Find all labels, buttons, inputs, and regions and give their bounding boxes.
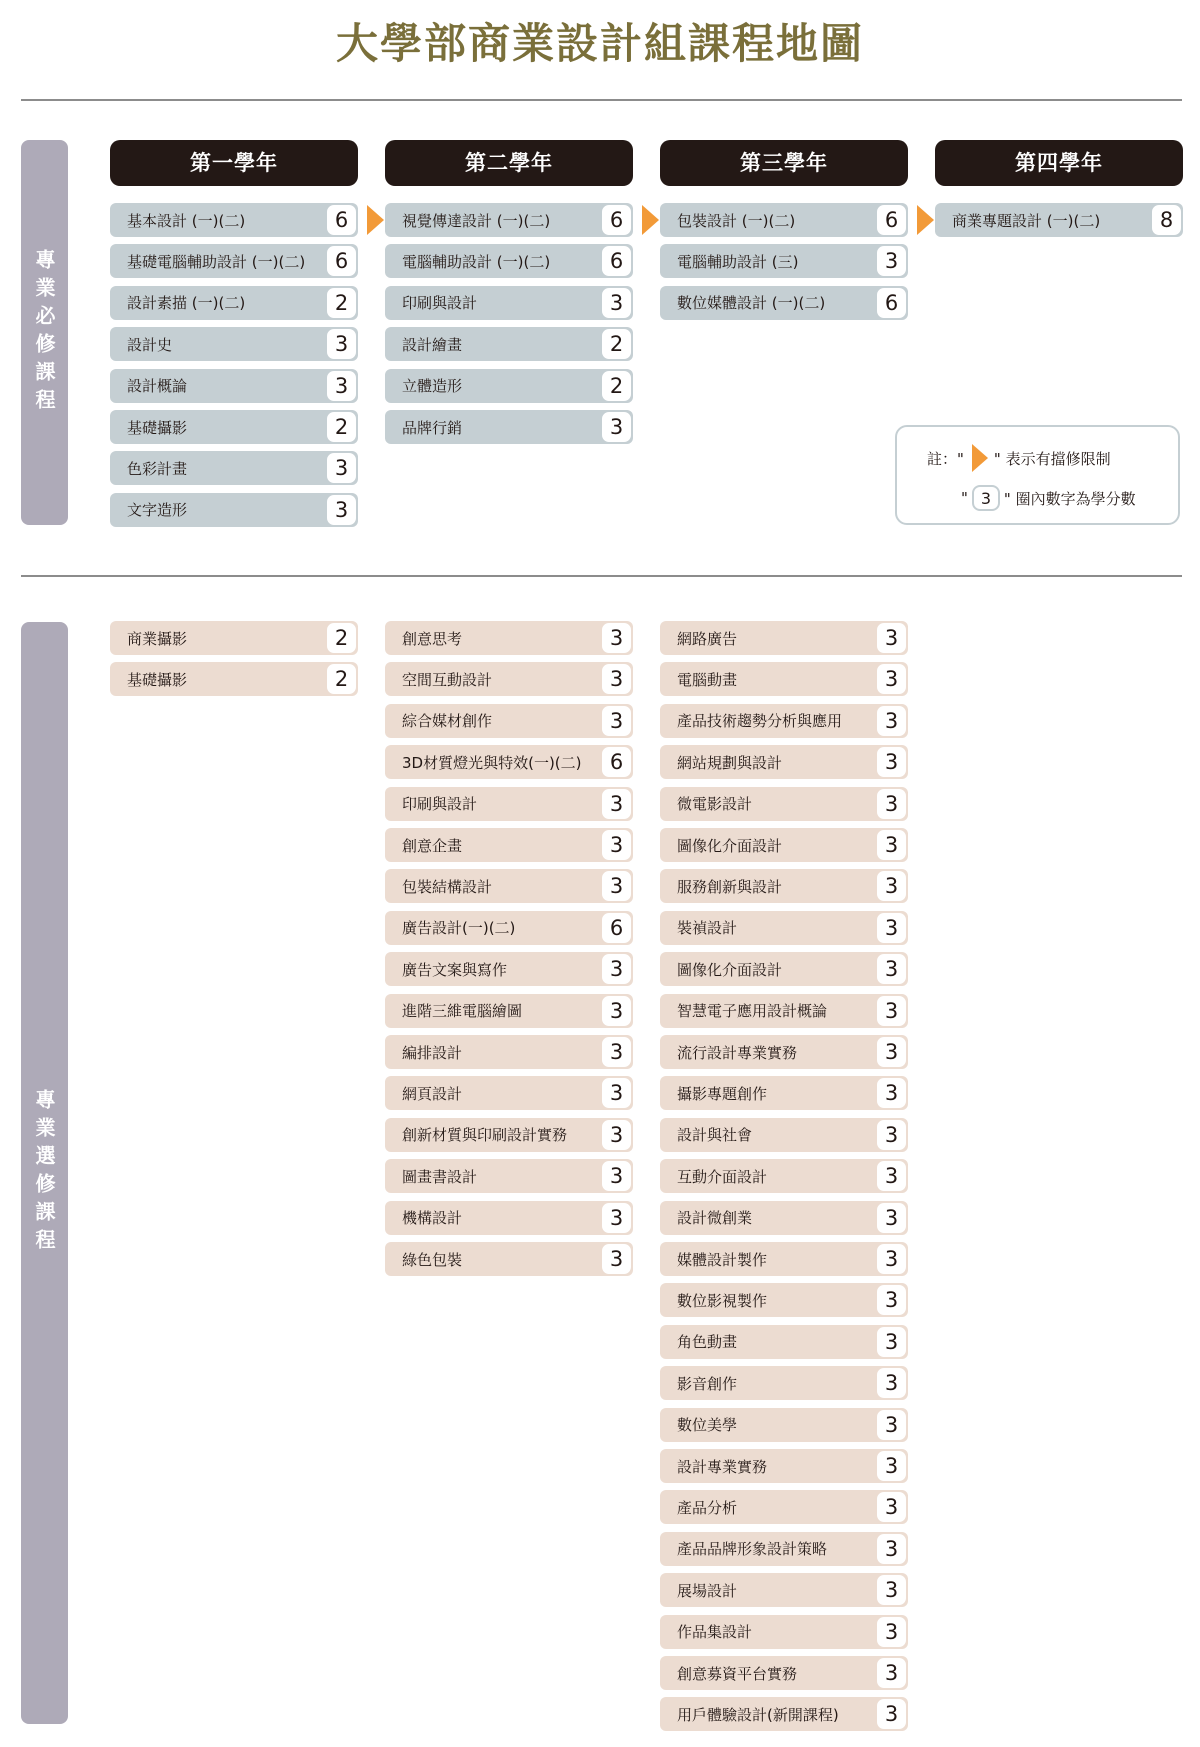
credit-badge: 3	[875, 1490, 908, 1524]
year-header-1: 第一學年	[110, 140, 358, 186]
course-item	[110, 369, 358, 403]
course-item	[110, 244, 358, 278]
credit-badge: 3	[875, 704, 908, 738]
course-name: 創意企畫	[402, 836, 463, 855]
course-item	[660, 621, 908, 655]
course-item	[660, 1118, 908, 1152]
course-item	[110, 327, 358, 361]
course-item	[660, 869, 908, 903]
course-name: 3D材質燈光與特效(一)(二)	[402, 753, 582, 772]
course-name: 網路廣告	[677, 629, 738, 648]
credit-badge: 3	[325, 493, 358, 527]
credit-badge: 3	[875, 787, 908, 821]
course-item	[660, 704, 908, 738]
credit-badge: 3	[875, 662, 908, 696]
course-name: 影音創作	[677, 1374, 738, 1393]
course-item	[385, 1076, 633, 1110]
course-item	[110, 286, 358, 320]
year-header-2: 第二學年	[385, 140, 633, 186]
course-name: 設計繪畫	[402, 335, 463, 354]
course-name: 基礎電腦輔助設計 (一)(二)	[127, 252, 306, 271]
course-item	[660, 952, 908, 986]
course-item	[385, 1159, 633, 1193]
course-item	[660, 244, 908, 278]
course-item	[385, 410, 633, 444]
course-name: 印刷與設計	[402, 795, 478, 814]
credit-badge: 3	[600, 621, 633, 655]
course-item	[385, 869, 633, 903]
course-item	[385, 994, 633, 1028]
course-item	[110, 493, 358, 527]
course-name: 流行設計專業實務	[677, 1043, 798, 1062]
course-item	[385, 369, 633, 403]
required-courses-label: 專業必修課程	[21, 140, 68, 525]
middle-divider	[21, 575, 1182, 577]
course-name: 編排設計	[402, 1043, 463, 1062]
course-name: 用戶體驗設計(新開課程)	[677, 1705, 839, 1724]
course-name: 基礎攝影	[127, 670, 188, 689]
course-name: 互動介面設計	[677, 1167, 768, 1186]
course-name: 包裝結構設計	[402, 877, 493, 896]
course-name: 品牌行銷	[402, 418, 463, 437]
course-name: 創意思考	[402, 629, 463, 648]
course-name: 產品品牌形象設計策略	[677, 1540, 828, 1559]
course-item	[660, 1408, 908, 1442]
credit-badge: 2	[325, 410, 358, 444]
course-name: 設計素描 (一)(二)	[127, 294, 246, 313]
course-item	[660, 1573, 908, 1607]
course-name: 展場設計	[677, 1581, 738, 1600]
course-item	[660, 662, 908, 696]
credit-badge: 3	[875, 1615, 908, 1649]
credit-badge: 3	[875, 1408, 908, 1442]
course-item	[385, 1035, 633, 1069]
course-item	[385, 662, 633, 696]
credit-badge: 2	[325, 662, 358, 696]
legend-arrow-note: 註：" " 表示有擋修限制	[927, 444, 1111, 472]
course-name: 商業攝影	[127, 629, 188, 648]
credit-badge: 3	[875, 1366, 908, 1400]
course-name: 設計史	[127, 335, 173, 354]
course-name: 圖像化介面設計	[677, 836, 783, 855]
course-item	[660, 1490, 908, 1524]
credit-badge: 3	[600, 952, 633, 986]
credit-badge: 6	[600, 244, 633, 278]
course-name: 創新材質與印刷設計實務	[402, 1126, 568, 1145]
course-name: 創意募資平台實務	[677, 1664, 798, 1683]
credit-badge: 3	[325, 369, 358, 403]
course-name: 數位美學	[677, 1416, 738, 1435]
legend-box	[895, 425, 1180, 525]
credit-badge: 6	[875, 286, 908, 320]
credit-badge: 3	[600, 1035, 633, 1069]
credit-badge: 3	[875, 911, 908, 945]
legend-credit-note: " 3 " 圈內數字為學分數	[961, 485, 1136, 511]
course-name: 色彩計畫	[127, 459, 188, 478]
course-name: 服務創新與設計	[677, 877, 783, 896]
year-header-3: 第三學年	[660, 140, 908, 186]
course-item	[660, 1532, 908, 1566]
course-item	[385, 244, 633, 278]
elective-courses-label: 專業選修課程	[21, 622, 68, 1724]
course-name: 數位影視製作	[677, 1291, 768, 1310]
course-name: 空間互動設計	[402, 670, 493, 689]
credit-badge: 6	[325, 244, 358, 278]
credit-badge: 3	[600, 1076, 633, 1110]
credit-badge: 3	[875, 1076, 908, 1110]
course-item	[660, 1201, 908, 1235]
credit-badge: 6	[600, 203, 633, 237]
course-item	[385, 286, 633, 320]
credit-badge: 3	[875, 1449, 908, 1483]
credit-badge: 6	[600, 745, 633, 779]
credit-badge: 3	[600, 704, 633, 738]
course-name: 包裝設計 (一)(二)	[677, 211, 796, 230]
course-item	[110, 621, 358, 655]
course-name: 廣告文案與寫作	[402, 960, 508, 979]
course-name: 機構設計	[402, 1209, 463, 1228]
course-item	[660, 1283, 908, 1317]
course-item	[385, 621, 633, 655]
course-name: 作品集設計	[677, 1623, 753, 1642]
course-item	[385, 704, 633, 738]
course-item	[660, 994, 908, 1028]
course-item	[660, 1325, 908, 1359]
course-name: 網頁設計	[402, 1084, 463, 1103]
credit-badge: 6	[875, 203, 908, 237]
credit-badge: 3	[875, 952, 908, 986]
course-item	[660, 1366, 908, 1400]
course-item	[660, 1615, 908, 1649]
course-name: 產品分析	[677, 1498, 738, 1517]
credit-badge: 2	[600, 327, 633, 361]
prerequisite-arrow-icon	[917, 205, 934, 235]
credit-badge: 3	[875, 1532, 908, 1566]
course-name: 視覺傳達設計 (一)(二)	[402, 211, 551, 230]
credit-badge: 3	[325, 327, 358, 361]
credit-badge: 3	[875, 1201, 908, 1235]
credit-badge: 3	[600, 1159, 633, 1193]
course-item	[385, 327, 633, 361]
credit-badge: 3	[875, 828, 908, 862]
credit-badge: 8	[1150, 203, 1183, 237]
credit-badge: 3	[600, 1242, 633, 1276]
course-name: 電腦動畫	[677, 670, 738, 689]
course-item	[660, 1035, 908, 1069]
course-name: 產品技術趨勢分析與應用	[677, 712, 843, 731]
course-name: 數位媒體設計 (一)(二)	[677, 294, 826, 313]
prerequisite-arrow-icon	[972, 444, 988, 472]
credit-example-badge: 3	[972, 485, 1000, 511]
course-item	[110, 203, 358, 237]
course-name: 角色動畫	[677, 1333, 738, 1352]
course-name: 設計概論	[127, 377, 188, 396]
course-item	[935, 203, 1183, 237]
credit-badge: 6	[325, 203, 358, 237]
credit-badge: 3	[875, 1035, 908, 1069]
credit-badge: 3	[875, 745, 908, 779]
credit-badge: 6	[600, 911, 633, 945]
course-name: 裝禎設計	[677, 919, 738, 938]
credit-badge: 3	[875, 1283, 908, 1317]
course-item	[385, 911, 633, 945]
credit-badge: 3	[875, 869, 908, 903]
course-item	[385, 745, 633, 779]
course-name: 智慧電子應用設計概論	[677, 1002, 828, 1021]
course-name: 設計專業實務	[677, 1457, 768, 1476]
credit-badge: 2	[325, 621, 358, 655]
top-divider	[21, 99, 1182, 101]
credit-badge: 3	[875, 244, 908, 278]
course-item	[660, 1242, 908, 1276]
course-item	[385, 1242, 633, 1276]
prerequisite-arrow-icon	[367, 205, 384, 235]
credit-badge: 3	[875, 1159, 908, 1193]
course-item	[660, 745, 908, 779]
course-item	[110, 662, 358, 696]
credit-badge: 3	[875, 1697, 908, 1731]
course-item	[385, 952, 633, 986]
course-name: 印刷與設計	[402, 294, 478, 313]
course-name: 網站規劃與設計	[677, 753, 783, 772]
course-item	[660, 787, 908, 821]
course-item	[660, 1656, 908, 1690]
course-name: 立體造形	[402, 377, 463, 396]
page-title: 大學部商業設計組課程地圖	[335, 19, 864, 68]
course-item	[385, 1118, 633, 1152]
credit-badge: 3	[875, 1656, 908, 1690]
course-name: 媒體設計製作	[677, 1250, 768, 1269]
course-name: 綠色包裝	[402, 1250, 463, 1269]
course-name: 圖畫書設計	[402, 1167, 478, 1186]
credit-badge: 3	[600, 286, 633, 320]
course-name: 設計與社會	[677, 1126, 753, 1145]
course-name: 電腦輔助設計 (一)(二)	[402, 252, 551, 271]
course-item	[660, 203, 908, 237]
course-name: 進階三維電腦繪圖	[402, 1002, 523, 1021]
credit-badge: 3	[325, 451, 358, 485]
credit-badge: 3	[600, 410, 633, 444]
course-name: 基礎攝影	[127, 418, 188, 437]
credit-badge: 3	[600, 994, 633, 1028]
credit-badge: 3	[875, 1118, 908, 1152]
course-item	[660, 1076, 908, 1110]
course-item	[660, 286, 908, 320]
credit-badge: 3	[600, 1118, 633, 1152]
credit-badge: 3	[875, 621, 908, 655]
course-item	[660, 1159, 908, 1193]
course-item	[385, 828, 633, 862]
course-name: 微電影設計	[677, 795, 753, 814]
course-item	[385, 203, 633, 237]
course-item	[385, 787, 633, 821]
course-item	[385, 1201, 633, 1235]
credit-badge: 3	[875, 994, 908, 1028]
course-name: 電腦輔助設計 (三)	[677, 252, 799, 271]
credit-badge: 2	[325, 286, 358, 320]
course-item	[660, 828, 908, 862]
credit-badge: 3	[875, 1325, 908, 1359]
course-item	[110, 451, 358, 485]
course-item	[660, 1697, 908, 1731]
credit-badge: 3	[600, 869, 633, 903]
prerequisite-arrow-icon	[642, 205, 659, 235]
credit-badge: 3	[875, 1242, 908, 1276]
credit-badge: 3	[875, 1573, 908, 1607]
course-name: 攝影專題創作	[677, 1084, 768, 1103]
course-name: 廣告設計(一)(二)	[402, 919, 516, 938]
course-name: 圖像化介面設計	[677, 960, 783, 979]
year-header-4: 第四學年	[935, 140, 1183, 186]
credit-badge: 2	[600, 369, 633, 403]
course-item	[110, 410, 358, 444]
credit-badge: 3	[600, 1201, 633, 1235]
course-item	[660, 911, 908, 945]
course-name: 綜合媒材創作	[402, 712, 493, 731]
credit-badge: 3	[600, 828, 633, 862]
course-name: 商業專題設計 (一)(二)	[952, 211, 1101, 230]
credit-badge: 3	[600, 787, 633, 821]
credit-badge: 3	[600, 662, 633, 696]
course-item	[660, 1449, 908, 1483]
course-name: 基本設計 (一)(二)	[127, 211, 246, 230]
course-name: 設計微創業	[677, 1209, 753, 1228]
course-name: 文字造形	[127, 501, 188, 520]
